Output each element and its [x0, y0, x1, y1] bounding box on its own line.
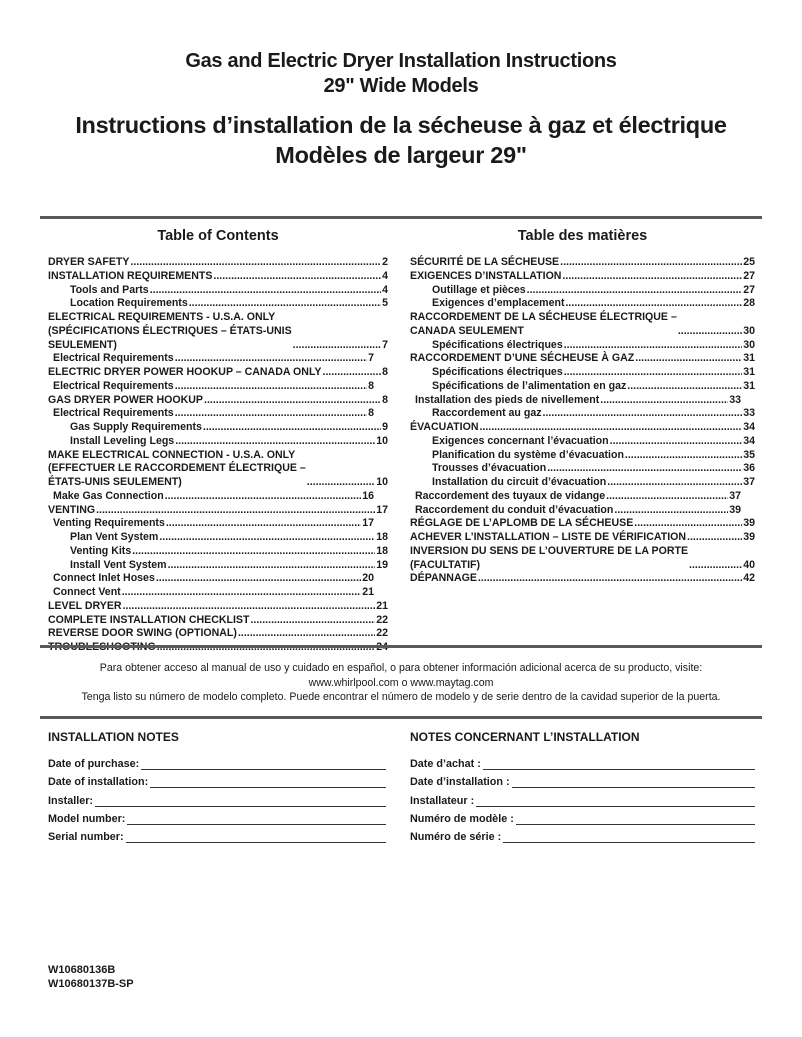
note-field[interactable]	[48, 807, 386, 825]
note-field-label: Numéro de modèle :	[410, 812, 514, 825]
toc-entry-title: Electrical Requirements	[53, 352, 174, 365]
note-field-label: Installateur :	[410, 794, 475, 807]
toc-entry[interactable]	[48, 284, 388, 298]
divider	[40, 216, 762, 219]
toc-entry[interactable]	[410, 449, 755, 463]
toc-entry-title: Spécifications électriques	[432, 338, 563, 351]
toc-english	[48, 256, 388, 655]
toc-entry-page: 8	[382, 393, 388, 406]
toc-entry-page: 39	[743, 517, 755, 530]
dot-leader	[307, 476, 375, 490]
note-line3: Tenga listo su número de modelo completo. Puede encontrar el número de modelo y de serie dentro de la cavidad superior de la puerta.	[81, 691, 721, 703]
toc-entry-page: 40	[743, 558, 755, 571]
toc-entry-title: Installation du circuit d’évacuation	[432, 476, 607, 488]
dot-leader	[238, 627, 375, 641]
toc-entry[interactable]	[48, 311, 388, 352]
dot-leader	[130, 256, 381, 270]
note-field-line[interactable]	[483, 758, 755, 770]
toc-entry[interactable]	[410, 380, 755, 394]
toc-entry-title: Raccordement des tuyaux de vidange	[415, 489, 606, 502]
toc-entry[interactable]	[410, 339, 755, 353]
toc-entry-title: INVERSION DU SENS DE L’OUVERTURE DE LA PORTE (FACULTATIF)	[410, 544, 689, 571]
divider	[40, 645, 762, 648]
toc-entry[interactable]	[410, 545, 755, 573]
toc-entry[interactable]	[410, 366, 755, 380]
dot-leader	[123, 600, 376, 614]
toc-entry[interactable]	[48, 531, 388, 545]
dot-leader	[175, 435, 375, 449]
note-field-line[interactable]	[512, 776, 755, 788]
note-field[interactable]	[410, 825, 755, 843]
dot-leader	[689, 559, 742, 573]
toc-entry-title: Planification du système d’évacuation	[432, 448, 624, 461]
note-field[interactable]	[48, 825, 386, 843]
toc-entry[interactable]	[48, 366, 388, 380]
toc-entry-title: MAKE ELECTRICAL CONNECTION - U.S.A. ONLY (EFFECTUER LE RACCORDEMENT ÉLECTRIQUE – ÉTATS-UNIS SEULEMENT)	[48, 448, 306, 488]
toc-entry-title: DÉPANNAGE	[410, 572, 477, 585]
dot-leader	[527, 284, 743, 298]
toc-entry-page: 30	[743, 338, 755, 351]
dot-leader	[564, 339, 742, 353]
dot-leader	[562, 270, 742, 284]
dot-leader	[678, 325, 742, 339]
toc-entry-page: 21	[376, 599, 388, 612]
toc-entry[interactable]	[410, 394, 741, 408]
note-field-line[interactable]	[126, 831, 386, 843]
note-field-label: Serial number:	[48, 830, 124, 843]
toc-entry[interactable]	[48, 407, 374, 421]
toc-entry[interactable]	[410, 256, 755, 270]
toc-entry-page: 33	[743, 407, 755, 420]
title-en-line1: Gas and Electric Dryer Installation Instructions	[185, 50, 617, 72]
toc-entry-page: 17	[376, 503, 388, 516]
toc-entry[interactable]	[48, 490, 374, 504]
dot-leader	[175, 352, 367, 366]
toc-entry-page: 37	[743, 476, 755, 488]
dot-leader	[168, 559, 376, 573]
toc-entry[interactable]	[410, 531, 755, 545]
toc-entry-page: 2	[382, 256, 388, 268]
toc-entry-page: 39	[729, 503, 741, 516]
dot-leader	[564, 366, 742, 380]
toc-entry-title: Spécifications de l’alimentation en gaz	[432, 379, 627, 392]
toc-entry-page: 28	[743, 297, 755, 310]
toc-entry-title: Venting Requirements	[53, 517, 165, 530]
note-field-line[interactable]	[516, 813, 755, 825]
toc-entry-page: 35	[743, 448, 755, 461]
title-en-line2: 29" Wide Models	[323, 75, 479, 97]
toc-entry-page: 10	[376, 434, 388, 447]
toc-entry-title: RACCORDEMENT DE LA SÉCHEUSE ÉLECTRIQUE – CANADA SEULEMENT	[410, 311, 677, 337]
toc-entry-page: 10	[376, 476, 388, 488]
dot-leader	[607, 476, 742, 490]
toc-entry-title: INSTALLATION REQUIREMENTS	[48, 269, 213, 282]
toc-entry-title: RÉGLAGE DE L’APLOMB DE LA SÉCHEUSE	[410, 517, 634, 530]
dot-leader	[250, 614, 375, 628]
dot-leader	[634, 517, 742, 531]
dot-leader	[565, 297, 742, 311]
note-field-label: Date d’installation :	[410, 776, 510, 789]
toc-entry-title: ELECTRICAL REQUIREMENTS - U.S.A. ONLY (SPÉCIFICATIONS ÉLECTRIQUES – ÉTATS-UNIS SEULEMENT)	[48, 311, 292, 351]
toc-entry-title: Gas Supply Requirements	[70, 421, 202, 433]
toc-entry[interactable]	[410, 297, 755, 311]
toc-entry-page: 18	[376, 531, 388, 543]
note-field[interactable]	[410, 770, 755, 788]
note-field[interactable]	[48, 788, 386, 806]
toc-entry-title: Exigences d’emplacement	[432, 297, 565, 310]
toc-entry-page: 21	[362, 586, 374, 598]
toc-entry-page: 42	[743, 572, 755, 585]
toc-entry[interactable]	[48, 449, 388, 490]
dot-leader	[159, 531, 375, 545]
dot-leader	[627, 380, 742, 394]
toc-entry-page: 34	[743, 421, 755, 433]
dot-leader	[547, 462, 742, 476]
dot-leader	[189, 297, 381, 311]
dot-leader	[606, 490, 728, 504]
toc-entry-page: 39	[743, 531, 755, 543]
toc-entry[interactable]	[48, 394, 388, 408]
dot-leader	[213, 270, 381, 284]
note-field[interactable]	[48, 770, 386, 788]
dot-leader	[610, 435, 743, 449]
dot-leader	[165, 490, 362, 504]
spanish-access-note	[0, 661, 802, 705]
toc-entry[interactable]	[48, 270, 388, 284]
toc-entry-title: Electrical Requirements	[53, 379, 174, 392]
toc-entry[interactable]	[410, 311, 755, 339]
dot-leader	[156, 572, 361, 586]
title-french	[0, 110, 802, 170]
note-urls: www.whirlpool.com o www.maytag.com	[308, 676, 494, 689]
note-field-line[interactable]	[150, 776, 386, 788]
toc-entry-title: Plan Vent System	[70, 531, 159, 543]
toc-entry-title: VENTING	[48, 503, 96, 516]
note-field-line[interactable]	[476, 795, 755, 807]
toc-entry[interactable]	[410, 504, 741, 518]
toc-entry-page: 7	[368, 352, 374, 365]
divider	[40, 716, 762, 719]
toc-entry[interactable]	[48, 559, 388, 573]
toc-entry-page: 25	[743, 256, 755, 268]
note-field-line[interactable]	[503, 831, 755, 843]
note-field-label: Date of purchase:	[48, 758, 140, 771]
toc-entry-title: Make Gas Connection	[53, 489, 164, 502]
toc-entry-title: Connect Vent	[53, 586, 121, 598]
toc-entry[interactable]	[410, 407, 755, 421]
toc-entry[interactable]	[410, 476, 755, 490]
toc-entry-page: 30	[743, 324, 755, 337]
toc-entry[interactable]	[410, 490, 741, 504]
toc-entry[interactable]	[48, 256, 388, 270]
toc-entry-page: 22	[376, 627, 388, 640]
dot-leader	[122, 586, 362, 600]
toc-entry-page: 19	[376, 558, 388, 571]
note-field[interactable]	[410, 752, 755, 770]
toc-entry-page: 34	[743, 434, 755, 447]
toc-entry-title: Install Leveling Legs	[70, 434, 175, 447]
toc-entry[interactable]	[410, 462, 755, 476]
dot-leader	[323, 366, 382, 380]
installation-notes-french	[410, 730, 755, 843]
note-field-label: Numéro de série :	[410, 830, 502, 843]
toc-entry-page: 27	[743, 269, 755, 282]
toc-entry[interactable]	[410, 421, 755, 435]
toc-fr-heading: Table des matières	[517, 228, 648, 244]
dot-leader	[543, 407, 743, 421]
toc-entry-page: 27	[743, 283, 755, 296]
toc-entry-page: 8	[368, 379, 374, 392]
part-number-sp: W10680137B-SP	[48, 978, 134, 990]
toc-entry-title: Connect Inlet Hoses	[53, 572, 155, 585]
dot-leader	[614, 504, 728, 518]
note-field-label: Date d’achat :	[410, 758, 481, 771]
dot-leader	[175, 380, 367, 394]
toc-entry-title: DRYER SAFETY	[48, 256, 130, 268]
toc-entry[interactable]	[410, 572, 755, 586]
toc-entry[interactable]	[410, 270, 755, 284]
toc-entry-title: REVERSE DOOR SWING (OPTIONAL)	[48, 627, 237, 640]
toc-entry[interactable]	[410, 517, 755, 531]
dot-leader	[293, 339, 381, 353]
dot-leader	[625, 449, 742, 463]
dot-leader	[96, 504, 375, 518]
toc-entry-title: RACCORDEMENT D’UNE SÉCHEUSE À GAZ	[410, 352, 635, 365]
toc-entry-title: Tools and Parts	[70, 283, 149, 296]
dot-leader	[203, 421, 381, 435]
toc-entry[interactable]	[48, 380, 374, 394]
dot-leader	[166, 517, 361, 531]
note-field-line[interactable]	[95, 795, 386, 807]
toc-entry-title: Installation des pieds de nivellement	[415, 393, 600, 406]
toc-entry-title: Raccordement au gaz	[432, 407, 542, 420]
toc-entry-title: EXIGENCES D’INSTALLATION	[410, 269, 562, 282]
dot-leader	[600, 394, 728, 408]
toc-entry[interactable]	[48, 352, 374, 366]
toc-entry-title: Exigences concernant l’évacuation	[432, 434, 609, 447]
toc-entry-page: 9	[382, 421, 388, 433]
toc-entry-page: 16	[362, 489, 374, 502]
toc-entry[interactable]	[48, 572, 374, 586]
toc-entry-title: ÉVACUATION	[410, 421, 479, 433]
toc-entry-title: Location Requirements	[70, 297, 188, 310]
toc-entry[interactable]	[48, 614, 388, 628]
toc-entry-page: 22	[376, 613, 388, 626]
title-fr-line2: Modèles de largeur 29"	[275, 142, 527, 168]
note-field-label: Date of installation:	[48, 776, 149, 789]
toc-entry[interactable]	[410, 435, 755, 449]
toc-entry[interactable]	[48, 545, 388, 559]
toc-entry[interactable]	[48, 297, 388, 311]
dot-leader	[560, 256, 742, 270]
toc-entry-title: SÉCURITÉ DE LA SÉCHEUSE	[410, 256, 560, 268]
toc-entry-page: 5	[382, 297, 388, 310]
dot-leader	[635, 352, 742, 366]
part-number: W10680136B	[48, 964, 116, 976]
toc-entry-title: ACHEVER L’INSTALLATION – LISTE DE VÉRIFICATION	[410, 531, 687, 543]
toc-entry[interactable]	[410, 284, 755, 298]
dot-leader	[150, 284, 381, 298]
toc-entry-page: 8	[382, 366, 388, 378]
toc-entry-title: Spécifications électriques	[432, 366, 563, 378]
toc-entry-page: 17	[362, 517, 374, 530]
toc-entry-page: 4	[382, 269, 388, 282]
toc-entry-page: 18	[376, 544, 388, 557]
toc-entry-page: 8	[368, 407, 374, 420]
note-line1: Para obtener acceso al manual de uso y cuidado en español, o para obtener información adicional acerca de su producto, visite:	[99, 662, 703, 674]
toc-en-heading: Table of Contents	[157, 228, 279, 244]
note-field-label: Installer:	[48, 794, 94, 807]
toc-entry-page: 31	[743, 379, 755, 392]
note-field-label: Model number:	[48, 812, 126, 825]
toc-entry-page: 7	[382, 338, 388, 351]
note-field[interactable]	[410, 788, 755, 806]
toc-entry-title: Install Vent System	[70, 558, 167, 571]
toc-entry[interactable]	[48, 421, 388, 435]
dot-leader	[175, 407, 367, 421]
toc-french	[410, 256, 755, 586]
toc-entry-page: 31	[743, 352, 755, 365]
toc-entry[interactable]	[48, 600, 388, 614]
toc-entry-title: Electrical Requirements	[53, 407, 174, 420]
toc-entry-title: COMPLETE INSTALLATION CHECKLIST	[48, 613, 250, 626]
toc-entry[interactable]	[48, 517, 374, 531]
dot-leader	[204, 394, 381, 408]
toc-entry-title: Trousses d’évacuation	[432, 462, 547, 475]
toc-entry-title: LEVEL DRYER	[48, 599, 122, 612]
toc-entry[interactable]	[410, 352, 755, 366]
notes-en-heading: INSTALLATION NOTES	[48, 730, 179, 744]
note-field[interactable]	[48, 752, 386, 770]
dot-leader	[687, 531, 742, 545]
part-numbers	[48, 963, 134, 991]
toc-entry-title: GAS DRYER POWER HOOKUP	[48, 393, 203, 406]
toc-entry-page: 20	[362, 572, 374, 585]
title-english	[0, 49, 802, 99]
installation-notes-english	[48, 730, 386, 843]
toc-entry-page: 37	[729, 489, 741, 502]
notes-fr-heading: NOTES CONCERNANT L’INSTALLATION	[410, 730, 640, 744]
toc-entry-title: Venting Kits	[70, 544, 132, 557]
toc-entry-title: ELECTRIC DRYER POWER HOOKUP – CANADA ONLY	[48, 366, 322, 378]
toc-entry[interactable]	[48, 627, 388, 641]
toc-entry[interactable]	[48, 435, 388, 449]
note-field[interactable]	[410, 807, 755, 825]
toc-entry-page: 31	[743, 366, 755, 378]
toc-entry-page: 33	[729, 393, 741, 406]
toc-entry-page: 36	[743, 462, 755, 475]
toc-entry-page: 4	[382, 283, 388, 296]
toc-entry[interactable]	[48, 504, 388, 518]
note-field-line[interactable]	[127, 813, 386, 825]
dot-leader	[132, 545, 375, 559]
toc-entry[interactable]	[48, 586, 374, 600]
title-fr-line1: Instructions d’installation de la sécheuse à gaz et électrique	[75, 112, 727, 138]
dot-leader	[478, 572, 742, 586]
dot-leader	[479, 421, 742, 435]
toc-entry-title: Raccordement du conduit d’évacuation	[415, 503, 614, 516]
toc-entry-title: Outillage et pièces	[432, 283, 526, 296]
note-field-line[interactable]	[141, 758, 386, 770]
